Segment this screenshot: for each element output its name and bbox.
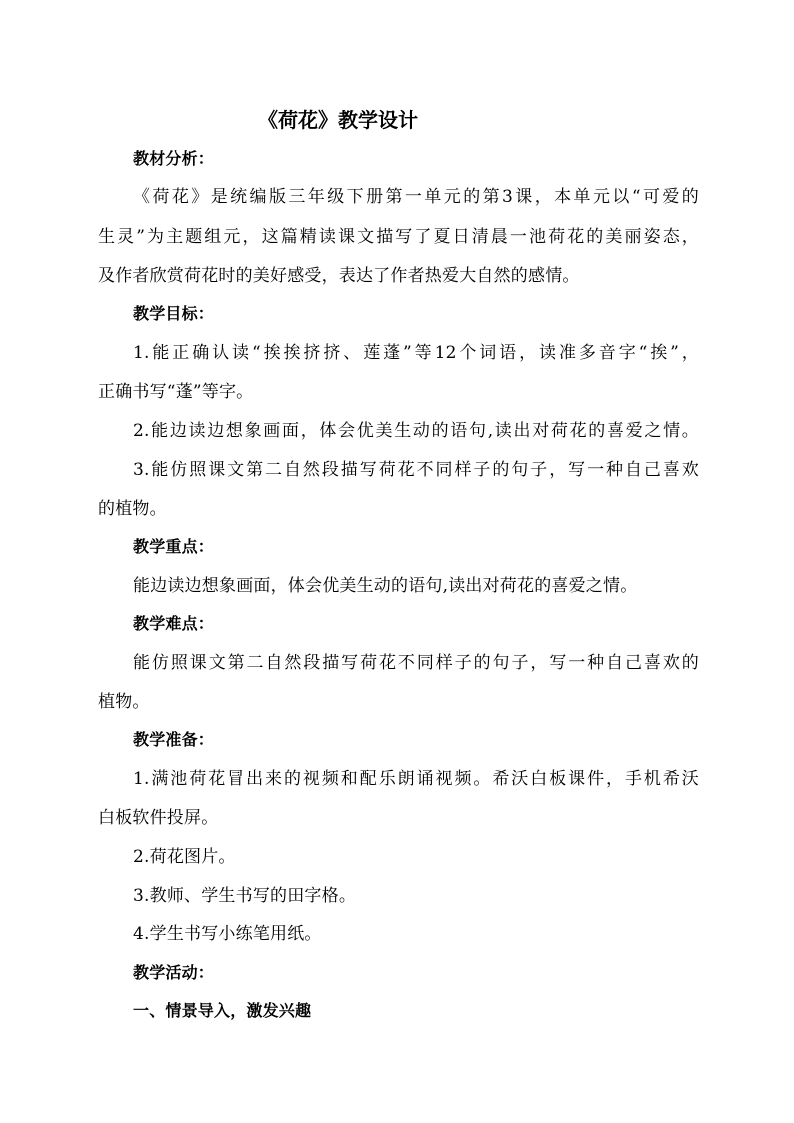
analysis-heading: 教材分析： — [133, 149, 215, 168]
difficulty-heading: 教学难点： — [133, 614, 215, 633]
preparation-1-line-2: 白板软件投屏。 — [98, 808, 219, 828]
goal-1-line-2: 正确书写“蓬”等字。 — [98, 382, 254, 402]
goal-3-line-2: 的植物。 — [98, 499, 167, 519]
goal-3-line-1: 3.能仿照课文第二自然段描写荷花不同样子的句子，写一种自己喜欢 — [133, 460, 699, 480]
preparation-4: 4.学生书写小练笔用纸。 — [133, 924, 322, 944]
preparation-heading: 教学准备： — [133, 730, 215, 749]
difficulty-line-1: 能仿照课文第二自然段描写荷花不同样子的句子，写一种自己喜欢的 — [133, 653, 699, 673]
difficulty-line-2: 植物。 — [98, 692, 150, 712]
activity-heading: 教学活动： — [133, 963, 215, 982]
preparation-3: 3.教师、学生书写的田字格。 — [133, 886, 357, 906]
analysis-line-1: 《荷花》是统编版三年级下册第一单元的第3课，本单元以“可爱的 — [133, 187, 699, 207]
analysis-line-2: 生灵”为主题组元，这篇精读课文描写了夏日清晨一池荷花的美丽姿态， — [98, 227, 699, 247]
preparation-2: 2.荷花图片。 — [133, 847, 236, 867]
activity-1-heading: 一、情景导入，激发兴趣 — [133, 1001, 312, 1020]
goal-2: 2.能边读边想象画面，体会优美生动的语句,读出对荷花的喜爱之情。 — [133, 421, 699, 441]
document-title: 《荷花》教学设计 — [258, 108, 418, 132]
key-points-heading: 教学重点： — [133, 537, 215, 556]
preparation-1-line-1: 1.满池荷花冒出来的视频和配乐朗诵视频。希沃白板课件，手机希沃 — [133, 769, 699, 789]
key-points-text: 能边读边想象画面，体会优美生动的语句,读出对荷花的喜爱之情。 — [133, 576, 638, 596]
goal-1-line-1: 1.能正确认读“挨挨挤挤、莲蓬”等12个词语，读准多音字“挨”， — [133, 343, 699, 363]
analysis-line-3: 及作者欣赏荷花时的美好感受，表达了作者热爱大自然的感情。 — [98, 266, 580, 286]
goals-heading: 教学目标： — [133, 304, 215, 323]
